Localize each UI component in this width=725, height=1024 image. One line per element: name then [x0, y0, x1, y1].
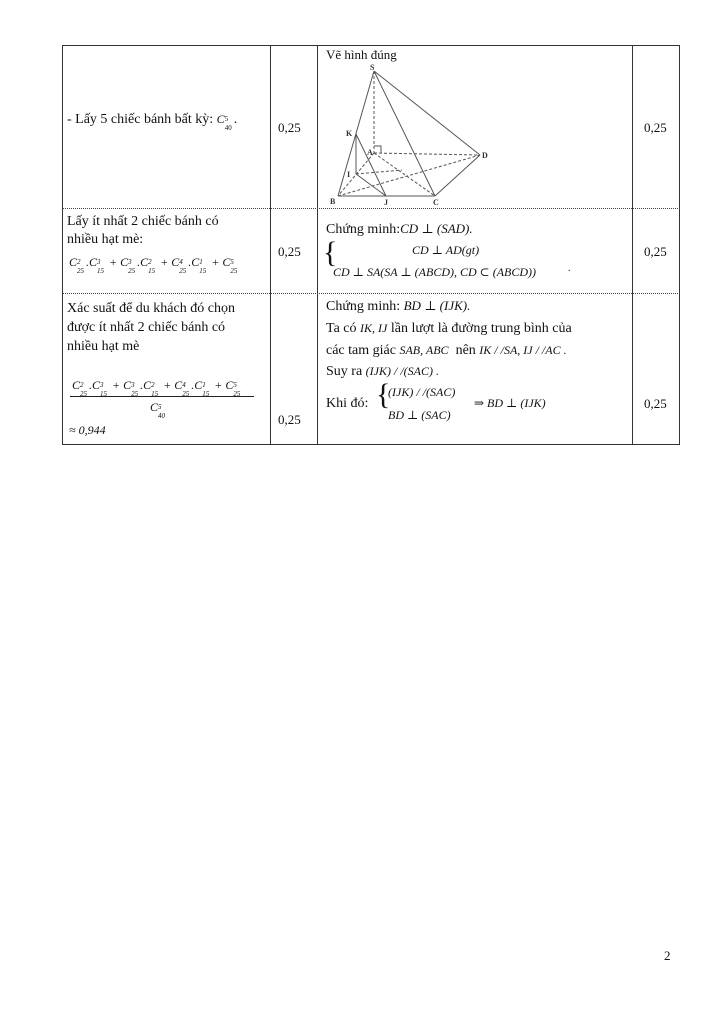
proof-prefix: Chứng minh: — [326, 299, 401, 314]
row1-math: C — [216, 112, 225, 126]
system-brace: { — [323, 236, 338, 269]
label-S: S — [370, 64, 375, 72]
row1-right-title: Vẽ hình đúng — [326, 47, 397, 62]
row1-score-right: 0,25 — [644, 120, 667, 135]
label-D: D — [482, 151, 488, 160]
row1-math-indices — [224, 112, 234, 132]
row3-right-line2 — [326, 319, 572, 338]
row3-right-line3 — [326, 341, 567, 360]
row3-left-line3: nhiều hạt mè — [67, 339, 140, 354]
row-divider — [62, 293, 680, 294]
row2-left-line1: Lấy ít nhất 2 chiếc bánh có — [67, 214, 219, 229]
label-C: C — [433, 198, 439, 206]
row1-score-left: 0,25 — [278, 120, 301, 135]
proof-claim: BD ⊥ (IJK). — [403, 298, 471, 313]
row3-system-line2: BD ⊥ (SAC) — [388, 408, 451, 422]
row-divider — [62, 208, 680, 209]
system-brace: { — [376, 378, 391, 411]
row3-right-line1 — [326, 296, 470, 316]
row3-result: ≈ 0,944 — [69, 423, 106, 437]
row2-left-line2: nhiều hạt mè: — [67, 232, 144, 247]
row3-score-left: 0,25 — [278, 412, 301, 427]
row2-score-right: 0,25 — [644, 244, 667, 259]
table-divider — [270, 45, 271, 445]
proof-claim: CD ⊥ (SAD). — [400, 221, 473, 236]
table-border-bottom — [62, 444, 680, 445]
row2-system-tail: . — [568, 263, 571, 274]
label-K: K — [346, 129, 353, 138]
row1-left-text: - Lấy 5 chiếc bánh bất kỳ: — [67, 112, 217, 127]
row1-tail: . — [233, 112, 238, 127]
table-border-right — [679, 45, 680, 445]
row3-system-line1: (IJK) / /(SAC) — [388, 385, 456, 399]
math: SAB, ABC — [399, 343, 449, 357]
label-A: A — [367, 148, 373, 157]
text: Suy ra — [326, 364, 363, 379]
row3-fraction-denominator: C 5 40 — [150, 400, 166, 420]
fraction-bar — [70, 396, 254, 397]
row3-implies: ⇒ BD ⊥ (IJK) — [474, 396, 546, 410]
pyramid-figure — [320, 64, 500, 206]
row3-score-right: 0,25 — [644, 396, 667, 411]
math: (IJK) / /(SAC) . — [365, 364, 439, 378]
label-B: B — [330, 197, 336, 206]
row2-right-claim — [326, 219, 473, 239]
text: lần lượt là đường trung bình của — [390, 321, 572, 336]
row2-system-line1: CD ⊥ AD(gt) — [412, 243, 480, 257]
label-J: J — [384, 198, 388, 206]
text: Ta có — [326, 321, 357, 336]
math-sup: 5 — [224, 115, 229, 123]
table-divider — [317, 45, 318, 445]
proof-prefix: Chứng minh: — [326, 222, 401, 237]
table-divider — [632, 45, 633, 445]
row1-left-cell — [67, 110, 238, 132]
math-sub: 40 — [224, 124, 232, 132]
math: IK, IJ — [360, 321, 388, 335]
row2-system-line2: CD ⊥ SA(SA ⊥ (ABCD), CD ⊂ (ABCD)) — [333, 265, 537, 279]
row3-left-line2: được ít nhất 2 chiếc bánh có — [67, 320, 226, 335]
row2-left-formula: C 2 25 .C 3 15 + C 3 25 .C 2 15 + C 4 25 .C 1 15 + C 5 25 — [69, 255, 238, 275]
row3-right-line5-label: Khi đó: — [326, 396, 369, 411]
row2-score-left: 0,25 — [278, 244, 301, 259]
row3-fraction-numerator: C 2 25 .C 3 15 + C 3 25 .C 2 15 + C 4 25 .C 1 15 + C 5 25 — [72, 378, 241, 398]
page-number: 2 — [664, 948, 671, 963]
text: nên — [455, 343, 476, 358]
label-I: I — [347, 170, 351, 179]
row3-left-line1: Xác suất để du khách đó chọn — [67, 301, 235, 316]
text: các tam giác — [326, 343, 396, 358]
table-border-left — [62, 45, 63, 445]
math: IK / /SA, IJ / /AC . — [479, 343, 567, 357]
